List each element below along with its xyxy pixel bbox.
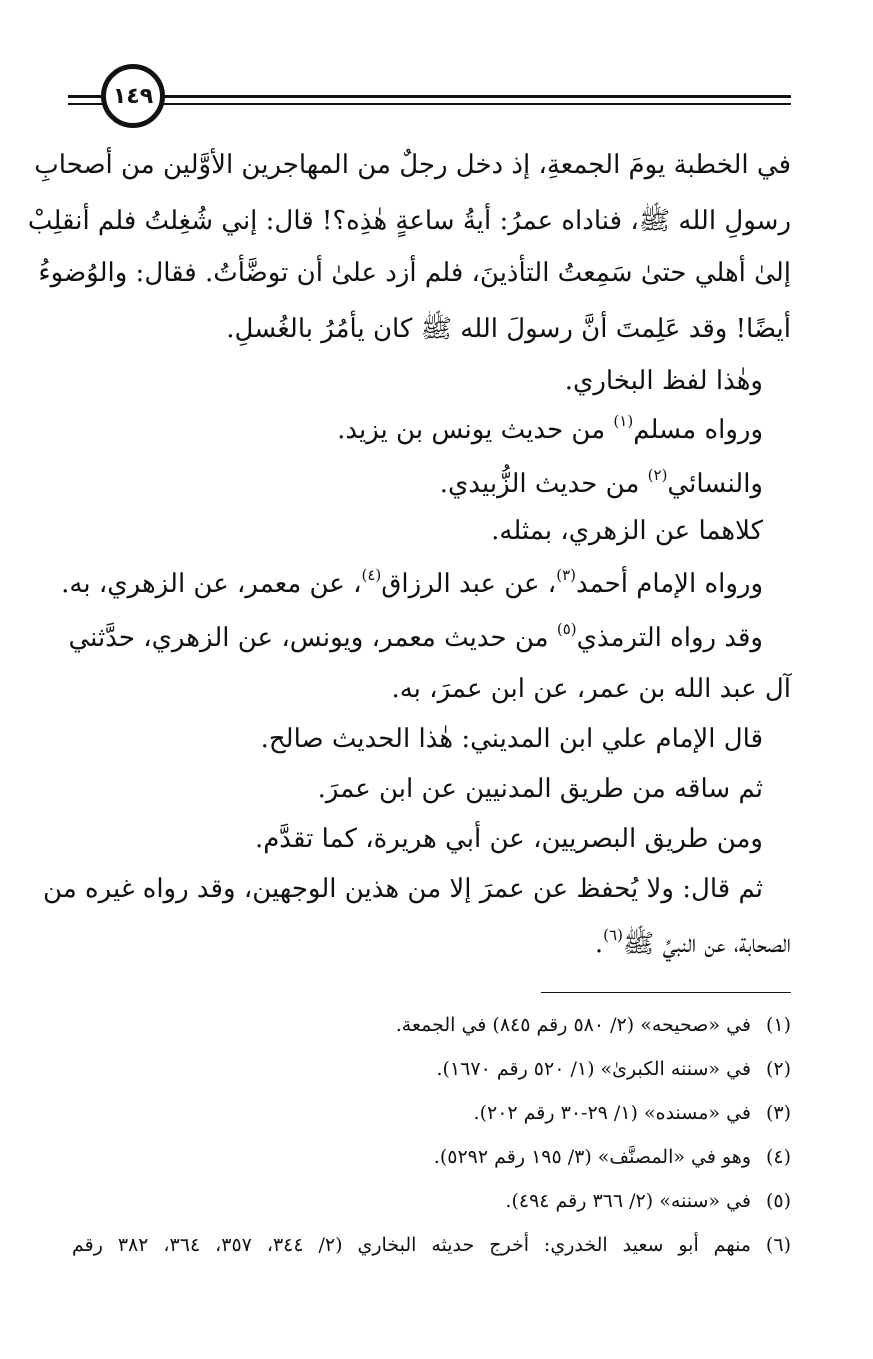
footnote-ref-6[interactable]: (٦) bbox=[603, 926, 623, 944]
ahmad-text-mid: ، عن عبد الرزاق bbox=[381, 569, 557, 599]
body-line-1: في الخطبة يومَ الجمعةِ، إذ دخل رجلٌ من المهاجرين الأوَّلين من أصحابِ bbox=[34, 150, 791, 180]
body-line-2: رسولِ الله ﷺ، فناداه عمرُ: أيةُ ساعةٍ هٰذِه؟! قال: إني شُغِلتُ فلم أنقلِبْ bbox=[27, 206, 791, 236]
last-text-pre: الصحابة، عن النبيِّ ﷺ bbox=[622, 929, 791, 959]
body-line-3: إلىٰ أهلي حتىٰ سَمِعتُ التأذينَ، فلم أزد علىٰ أن توضَّأتُ. فقال: والوُضوءُ bbox=[38, 258, 791, 288]
footnote-ref-1[interactable]: (١) bbox=[613, 412, 634, 430]
tirmidhi-text-post: من حديث معمر، ويونس، عن الزهري، حدَّثني bbox=[68, 623, 557, 653]
body-line-both: كلاهما عن الزهري، بمثله. bbox=[491, 516, 763, 546]
ahmad-text-pre: ورواه الإمام أحمد bbox=[575, 569, 763, 599]
footnote-number: (١) bbox=[765, 1014, 791, 1036]
footnote-3 bbox=[474, 1102, 791, 1124]
body-line-muslim bbox=[337, 412, 763, 445]
footnote-4 bbox=[434, 1146, 791, 1168]
nasai-text-post: من حديث الزُّبيدي. bbox=[439, 469, 648, 499]
footnote-number: (٦) bbox=[765, 1234, 791, 1256]
body-line-ibn-umar: آل عبد الله بن عمر، عن ابن عمرَ، به. bbox=[391, 674, 791, 704]
page-number-badge bbox=[101, 64, 165, 128]
body-line-nasai bbox=[440, 466, 763, 499]
footnote-number: (٣) bbox=[765, 1102, 791, 1124]
footnote-text: وهو في «المصنَّف» (٣/ ١٩٥ رقم ٥٢٩٢). bbox=[433, 1146, 751, 1168]
footnote-ref-4[interactable]: (٤) bbox=[361, 566, 382, 584]
footnote-number: (٢) bbox=[765, 1058, 791, 1080]
footnote-text: في «صحيحه» (٢/ ٥٨٠ رقم ٨٤٥) في الجمعة. bbox=[395, 1014, 751, 1036]
footnote-text: في «سننه» (٢/ ٣٦٦ رقم ٤٩٤). bbox=[505, 1190, 751, 1212]
nasai-text-pre: والنسائي bbox=[667, 469, 763, 499]
page-number: ١٤٩ bbox=[112, 83, 154, 109]
header-rule-top bbox=[68, 95, 791, 98]
body-line-madini: قال الإمام علي ابن المديني: هٰذا الحديث صالح. bbox=[260, 724, 763, 754]
body-line-basriyin: ومن طريق البصريين، عن أبي هريرة، كما تقدَّم. bbox=[254, 824, 763, 854]
footnote-text: في «سننه الكبرىٰ» (١/ ٥٢٠ رقم ١٦٧٠). bbox=[436, 1058, 751, 1080]
muslim-text-pre: ورواه مسلم bbox=[633, 415, 763, 445]
body-line-madaniyin: ثم ساقه من طريق المدنيين عن ابن عمرَ. bbox=[317, 774, 763, 804]
footnote-text: في «مسنده» (١/ ٢٩-٣٠ رقم ٢٠٢). bbox=[473, 1102, 751, 1124]
footnote-1 bbox=[396, 1014, 791, 1036]
muslim-text-post: من حديث يونس بن يزيد. bbox=[337, 415, 614, 445]
footnote-number: (٤) bbox=[765, 1146, 791, 1168]
footnote-divider bbox=[541, 992, 791, 993]
tirmidhi-text-pre: وقد رواه الترمذي bbox=[576, 623, 763, 653]
footnote-5 bbox=[505, 1190, 791, 1212]
footnote-ref-5[interactable]: (٥) bbox=[556, 620, 577, 638]
body-line-ahmad bbox=[61, 566, 763, 599]
footnote-text: منهم أبو سعيد الخدري: أخرج حديثه البخاري (٢/ ٣٤٤، ٣٥٧، ٣٦٤، ٣٨٢ رقم bbox=[72, 1234, 751, 1256]
body-line-wajhayn: ثم قال: ولا يُحفظ عن عمرَ إلا من هذين الوجهين، وقد رواه غيره من bbox=[43, 874, 763, 904]
body-line-last bbox=[595, 926, 791, 965]
footnote-6 bbox=[72, 1234, 791, 1256]
body-line-tirmidhi bbox=[68, 620, 763, 653]
body-line-4: أيضًا! وقد عَلِمتَ أنَّ رسولَ الله ﷺ كان يأمُرُ بالغُسلِ. bbox=[226, 314, 791, 344]
body-line-5: وهٰذا لفظ البخاري. bbox=[564, 366, 763, 396]
last-text-post: . bbox=[594, 929, 604, 959]
footnote-ref-3[interactable]: (٣) bbox=[556, 566, 576, 584]
ahmad-text-post: ، عن معمر، عن الزهري، به. bbox=[61, 569, 362, 599]
footnote-2 bbox=[437, 1058, 791, 1080]
footnote-ref-2[interactable]: (٢) bbox=[647, 466, 668, 484]
footnote-number: (٥) bbox=[765, 1190, 791, 1212]
header-rule-bottom bbox=[68, 103, 791, 105]
